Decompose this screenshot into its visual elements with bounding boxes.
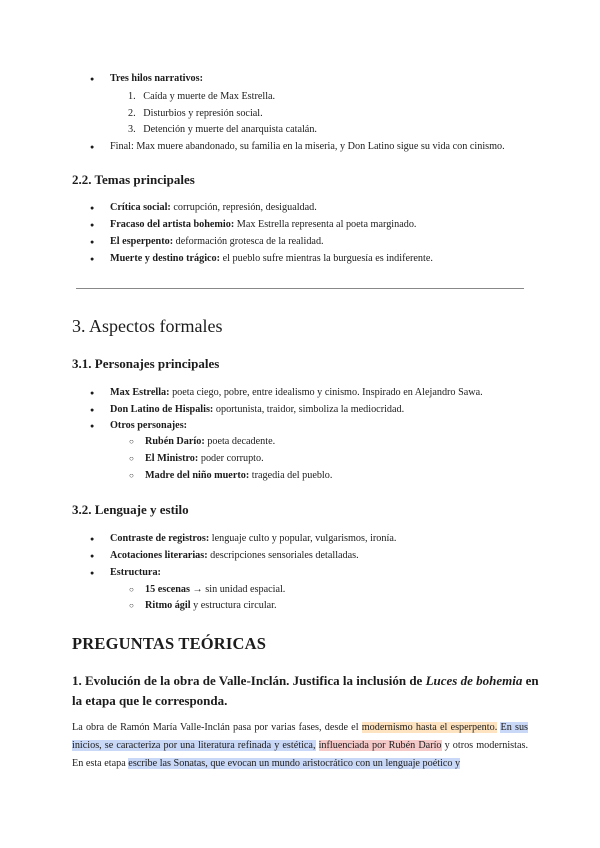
- lenguaje-item-2: ● Acotaciones literarias: descripciones sensoriales detalladas.: [110, 549, 359, 563]
- question-1-line-1: 1. Evolución de la obra de Valle-Inclán. Justifica la inclusión de Luces de bohemia en: [72, 673, 539, 688]
- tema-item-1: ● Crítica social: corrupción, represión, desigualdad.: [110, 201, 317, 215]
- otro-item-3: ○ Madre del niño muerto: tragedia del pueblo.: [145, 469, 332, 483]
- estructura-item-1: ○ 15 escenas → sin unidad espacial.: [145, 583, 285, 597]
- hilo-item-2: 2. Disturbios y represión social.: [128, 108, 263, 119]
- personaje-item-3: ● Otros personajes:: [110, 419, 187, 433]
- formales-heading: 3. Aspectos formales: [72, 316, 223, 336]
- highlight-ruben-dario: influenciada por Rubén Darío: [318, 740, 442, 751]
- lenguaje-item-1: ● Contraste de registros: lenguaje culto y popular, vulgarismos, ironía.: [110, 532, 396, 546]
- personaje-item-2: ● Don Latino de Hispalis: oportunista, traidor, simboliza la mediocridad.: [110, 403, 404, 417]
- preguntas-heading: PREGUNTAS TEÓRICAS: [72, 634, 267, 653]
- personaje-item-1: ● Max Estrella: poeta ciego, pobre, entre idealismo y cinismo. Inspirado en Alejandro Sawa.: [110, 386, 483, 400]
- plot-bullet-hilos: [110, 72, 203, 86]
- highlight-inicios: En sus inicios, se caracteriza por una literatura refinada y estética,: [72, 722, 529, 751]
- hilo-item-3: 3. Detención y muerte del anarquista catalán.: [128, 124, 317, 135]
- lenguaje-item-3: ● Estructura:: [110, 566, 161, 580]
- tema-item-3: ● El esperpento: deformación grotesca de la realidad.: [110, 235, 324, 249]
- question-1-line-2: la etapa que le corresponda.: [72, 693, 228, 708]
- estructura-item-2: ○ Ritmo ágil y estructura circular.: [145, 599, 277, 613]
- hilo-item-1: 1. Caída y muerte de Max Estrella.: [128, 91, 276, 102]
- highlight-modernismo: modernismo hasta el esperpento.: [361, 722, 498, 733]
- lenguaje-heading: 3.2. Lenguaje y estilo: [72, 502, 189, 517]
- otro-item-2: ○ El Ministro: poder corrupto.: [145, 452, 264, 466]
- highlight-sonatas: escribe las Sonatas, que evocan un mundo aristocrático con un lenguaje poético y: [128, 758, 461, 769]
- hilos-title: Tres hilos narrativos:: [110, 73, 204, 84]
- temas-heading: 2.2. Temas principales: [72, 172, 195, 187]
- tema-item-2: ● Fracaso del artista bohemio: Max Estrella representa al poeta marginado.: [110, 218, 416, 232]
- section-divider: [76, 288, 524, 289]
- plot-bullet-final: ● Final: Max muere abandonado, su familia en la miseria, y Don Latino sigue su vida con cinismo.: [110, 140, 505, 154]
- otro-item-1: ○ Rubén Darío: poeta decadente.: [145, 435, 275, 449]
- answer-paragraph: La obra de Ramón María Valle-Inclán pasa por varias fases, desde el modernismo hasta el esperpento. En sus inicios, se caracteriza por una literatura refinada y estética, influenciada por Rubén Darío y otros modernistas. En esta etapa escribe las Sonatas, que evocan un mundo aristocrático con un lenguaje poético y: [72, 722, 529, 769]
- personajes-heading: 3.1. Personajes principales: [72, 356, 220, 371]
- tema-item-4: ● Muerte y destino trágico: el pueblo sufre mientras la burguesía es indiferente.: [110, 252, 433, 266]
